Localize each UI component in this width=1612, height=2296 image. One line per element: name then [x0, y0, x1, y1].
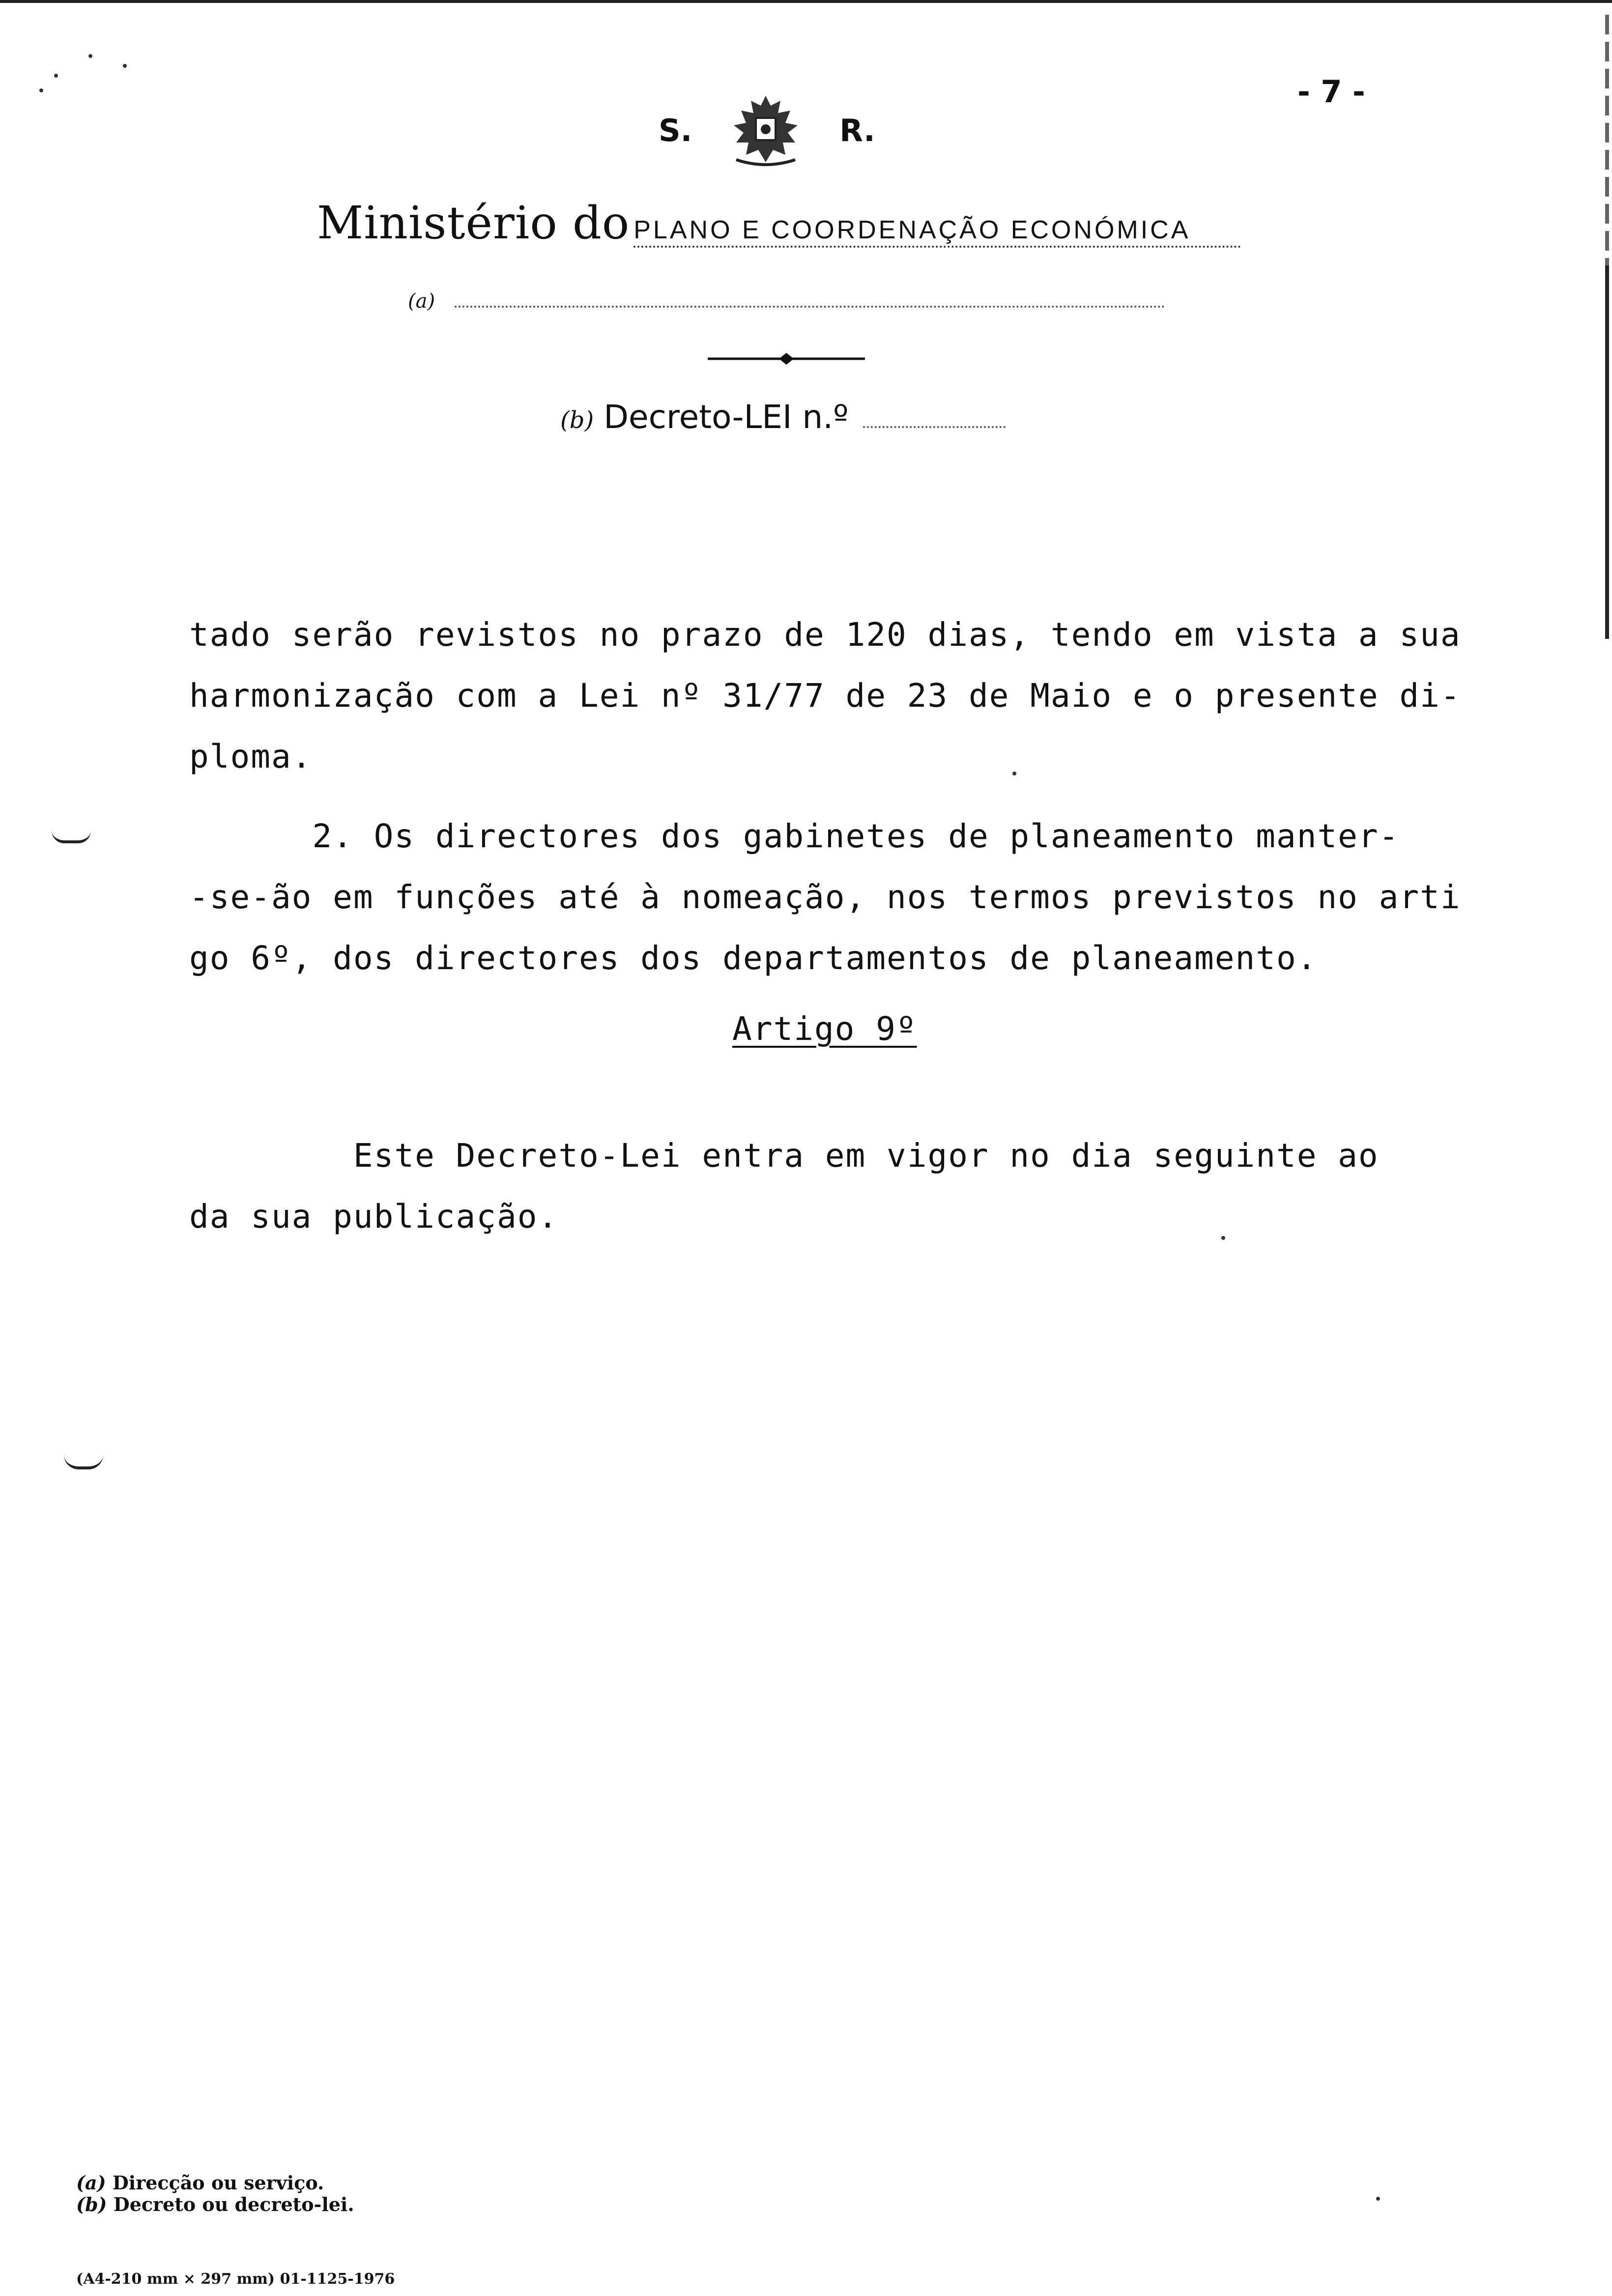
- speck: [88, 54, 92, 58]
- seal-letter-r: R.: [839, 112, 875, 148]
- speck: [54, 74, 58, 78]
- paragraph-2: 2. Os directores dos gabinetes de planeamento manter- -se-ão em funções até à nomeação, nos termos previstos no arti go 6º, dos directores dos departamentos de planeamento.: [189, 817, 1461, 977]
- top-border-line: [0, 0, 1612, 3]
- field-a-blank-line: [455, 292, 1165, 308]
- footnote-a: [76, 2172, 354, 2194]
- ministry-label: Ministério do: [317, 197, 630, 249]
- speck: [1012, 772, 1016, 775]
- footnote-a-text: Direcção ou serviço.: [112, 2172, 324, 2194]
- decree-number-blank-line: [863, 411, 1006, 428]
- speck: [1221, 1236, 1225, 1240]
- paragraph-3: Este Decreto-Lei entra em vigor no dia seguinte ao da sua publicação.: [189, 1137, 1379, 1235]
- speck: [1376, 2197, 1380, 2201]
- form-code: (A4-210 mm × 297 mm) 01-1125-1976: [76, 2270, 395, 2288]
- decree-label: Decreto-LEI n.º: [604, 398, 849, 436]
- footnote-a-mark: (a): [76, 2172, 106, 2194]
- page-number: - 7 -: [1297, 74, 1365, 110]
- speck: [123, 64, 127, 68]
- coat-of-arms-icon: [717, 91, 815, 170]
- ministry-name: PLANO E COORDENAÇÃO ECONÓMICA: [633, 215, 1241, 248]
- field-a-label: (a): [408, 290, 435, 313]
- footnotes: [76, 2172, 354, 2215]
- field-a-row: [408, 290, 1165, 313]
- paragraph-1: tado serão revistos no prazo de 120 dias, tendo em vista a sua harmonização com a Lei nº 31/77 de 23 de Maio e o presente di- ploma.: [189, 616, 1461, 775]
- scan-edge-mark: [1605, 265, 1609, 639]
- punch-mark: [52, 831, 91, 843]
- republic-seal: [659, 91, 875, 170]
- decree-prefix: (b): [560, 406, 594, 434]
- divider-ornament: [708, 344, 865, 373]
- footnote-b-mark: (b): [76, 2193, 107, 2215]
- punch-mark: [64, 1455, 103, 1469]
- decree-title-row: [560, 398, 1006, 436]
- article-heading: Artigo 9º: [732, 1010, 917, 1048]
- speck: [39, 88, 43, 92]
- seal-letter-s: S.: [659, 112, 692, 148]
- footnote-b-text: Decreto ou decreto-lei.: [113, 2193, 354, 2215]
- ministry-header: [317, 197, 1241, 249]
- footnote-b: [76, 2194, 354, 2215]
